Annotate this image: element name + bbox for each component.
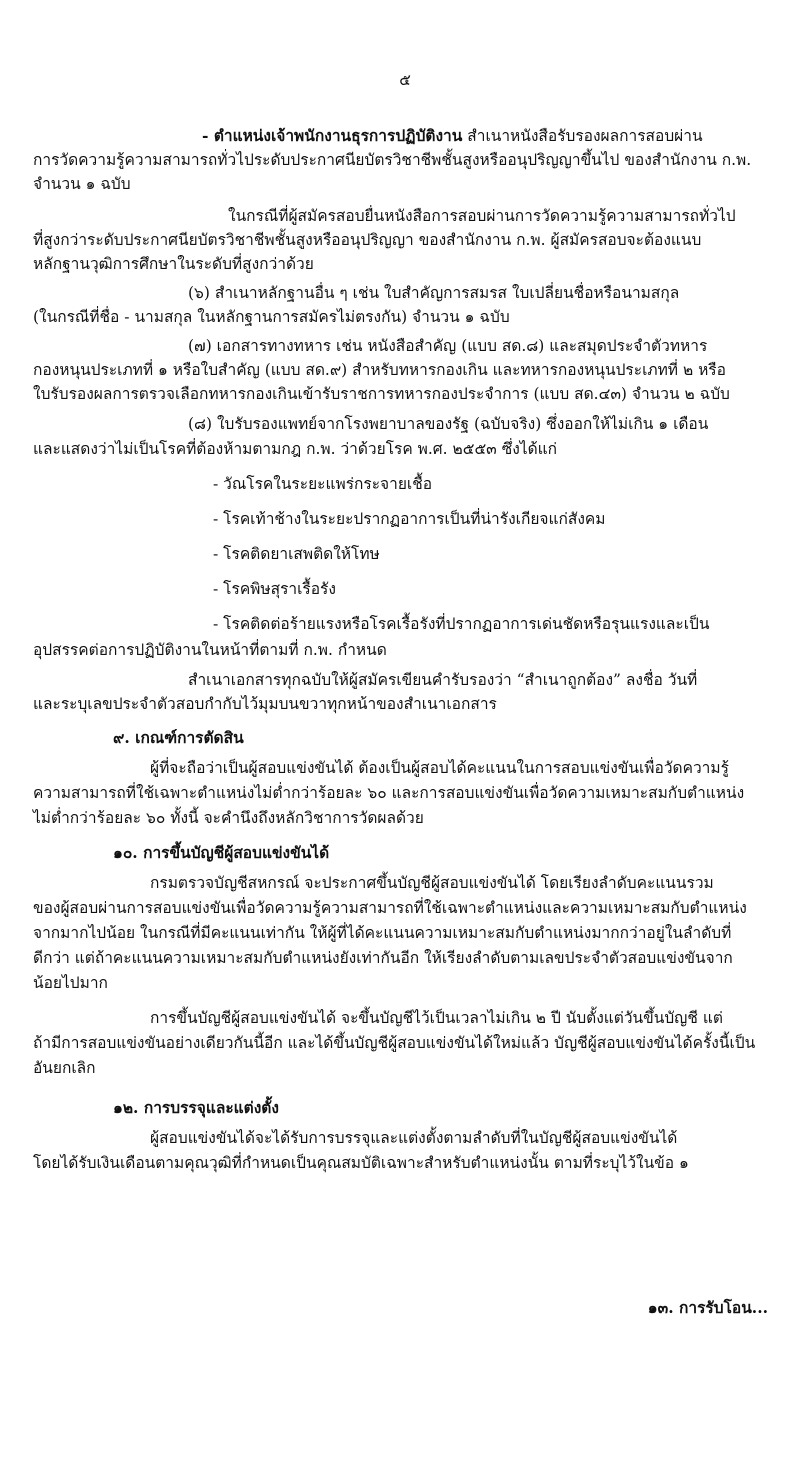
disease-item: - โรคพิษสุราเรื้อรัง	[213, 580, 336, 598]
item-7-line-1: (๗) เอกสารทางทหาร เช่น หนังสือสำคัญ (แบบ สด.๘) และสมุดประจำตัวทหาร	[188, 337, 708, 355]
section-10-p1-line: ดีกว่า แต่ถ้าคะแนนความเหมาะสมกับตำแหน่งยังเท่ากันอีก ให้เรียงลำดับตามเลขประจำตัวสอบแข่งขันจาก	[33, 949, 733, 967]
section-9-line-2: ความสามารถที่ใช้เฉพาะตำแหน่งไม่ต่ำกว่าร้อยละ ๖๐ และการสอบแข่งขันเพื่อวัดความเหมาะสมกับตำแหน่ง	[33, 784, 745, 802]
staff-note-line-2: ที่สูงกว่าระดับประกาศนียบัตรวิชาชีพชั้นสูงหรืออนุปริญญา ของสำนักงาน ก.พ. ผู้สมัครสอบจะต้องแนบ	[33, 231, 702, 249]
section-12-line-1: ผู้สอบแข่งขันได้จะได้รับการบรรจุและแต่งตั้งตามลำดับที่ในบัญชีผู้สอบแข่งขันได้	[150, 1129, 678, 1147]
staff-paragraph-line-1	[202, 126, 703, 146]
section-9-line-1: ผู้ที่จะถือว่าเป็นผู้สอบแข่งขันได้ ต้องเป็นผู้สอบได้คะแนนในการสอบแข่งขันเพื่อวัดความรู้	[150, 759, 729, 777]
staff-paragraph-line-3: จำนวน ๑ ฉบับ	[33, 175, 131, 193]
section-10-p1-line: ของผู้สอบผ่านการสอบแข่งขันเพื่อวัดความรู้ความสามารถที่ใช้เฉพาะตำแหน่งและความเหมาะสมกับตำแหน่ง	[33, 899, 747, 917]
staff-note-line-1: ในกรณีที่ผู้สมัครสอบยื่นหนังสือการสอบผ่านการวัดความรู้ความสามารถทั่วไป	[228, 207, 736, 225]
item-8-line-2: และแสดงว่าไม่เป็นโรคที่ต้องห้ามตามกฎ ก.พ. ว่าด้วยโรค พ.ศ. ๒๕๕๓ ซึ่งได้แก่	[33, 440, 558, 458]
section-10-p1-line: น้อยไปมาก	[33, 974, 108, 992]
section-10-p1-line: กรมตรวจบัญชีสหกรณ์ จะประกาศขึ้นบัญชีผู้สอบแข่งขันได้ โดยเรียงลำดับคะแนนรวม	[150, 874, 714, 892]
disease-item: - โรคเท้าช้างในระยะปรากฏอาการเป็นที่น่ารังเกียจแก่สังคม	[213, 510, 606, 528]
section-9-line-3: ไม่ต่ำกว่าร้อยละ ๖๐ ทั้งนี้ จะคำนึงถึงหลักวิชาการวัดผลด้วย	[33, 809, 424, 827]
section-12-heading: ๑๒. การบรรจุและแต่งตั้ง	[113, 1098, 279, 1117]
item-6-line-1: (๖) สำเนาหลักฐานอื่น ๆ เช่น ใบสำคัญการสมรส ใบเปลี่ยนชื่อหรือนามสกุล	[188, 284, 680, 302]
certify-line-1: สำเนาเอกสารทุกฉบับให้ผู้สมัครเขียนคำรับรองว่า “สำเนาถูกต้อง” ลงชื่อ วันที่	[188, 671, 698, 689]
item-7-line-2: กองหนุนประเภทที่ ๑ หรือใบสำคัญ (แบบ สด.๙) สำหรับทหารกองเกิน และทหารกองหนุนประเภทที่ ๒ หรือ	[33, 361, 726, 379]
section-12-line-2: โดยได้รับเงินเดือนตามคุณวุฒิที่กำหนดเป็นคุณสมบัติเฉพาะสำหรับตำแหน่งนั้น ตามที่ระบุไว้ในข้อ ๑	[33, 1154, 689, 1172]
staff-line-1-rest: สำเนาหนังสือรับรองผลการสอบผ่าน	[467, 127, 703, 145]
certify-line-2: และระบุเลขประจำตัวสอบกำกับไว้มุมบนขวาทุกหน้าของสำเนาเอกสาร	[33, 695, 497, 713]
next-page-catchword: ๑๓. การรับโอน...	[647, 1298, 768, 1317]
disease-item: - วัณโรคในระยะแพร่กระจายเชื้อ	[213, 475, 433, 493]
staff-position-title: - ตำแหน่งเจ้าพนักงานธุรการปฏิบัติงาน	[202, 126, 463, 145]
item-8-line-1: (๘) ใบรับรองแพทย์จากโรงพยาบาลของรัฐ (ฉบับจริง) ซึ่งออกให้ไม่เกิน ๑ เดือน	[188, 415, 709, 433]
item-7-line-3: ใบรับรองผลการตรวจเลือกทหารกองเกินเข้ารับราชการทหารกองประจำการ (แบบ สด.๔๓) จำนวน ๒ ฉบับ	[33, 385, 730, 403]
section-10-heading: ๑๐. การขึ้นบัญชีผู้สอบแข่งขันได้	[113, 843, 330, 862]
staff-note-line-3: หลักฐานวุฒิการศึกษาในระดับที่สูงกว่าด้วย	[33, 255, 314, 273]
disease-item-continuation: อุปสรรคต่อการปฏิบัติงานในหน้าที่ตามที่ ก.พ. กำหนด	[33, 641, 387, 659]
page-number: ๕	[399, 71, 411, 89]
item-6-line-2: (ในกรณีที่ชื่อ - นามสกุล ในหลักฐานการสมัครไม่ตรงกัน) จำนวน ๑ ฉบับ	[33, 308, 510, 326]
section-10-p1-line: จากมากไปน้อย ในกรณีที่มีคะแนนเท่ากัน ให้ผู้ที่ได้คะแนนความเหมาะสมกับตำแหน่งมากกว่าอยู่ในลำดับที่	[33, 924, 732, 942]
section-10-p2-line: ถ้ามีการสอบแข่งขันอย่างเดียวกันนี้อีก และได้ขึ้นบัญชีผู้สอบแข่งขันได้ใหม่แล้ว บัญชีผู้สอบแข่งขันได้ครั้งนี้เป็น	[33, 1034, 756, 1052]
disease-item: - โรคติดต่อร้ายแรงหรือโรคเรื้อรังที่ปรากฏอาการเด่นชัดหรือรุนแรงและเป็น	[213, 615, 710, 633]
staff-paragraph-line-2: การวัดความรู้ความสามารถทั่วไประดับประกาศนียบัตรวิชาชีพชั้นสูงหรืออนุปริญญาขึ้นไป ของสำนักงาน ก.พ.	[33, 151, 752, 169]
disease-item: - โรคติดยาเสพติดให้โทษ	[213, 545, 380, 563]
section-9-heading: ๙. เกณฑ์การตัดสิน	[113, 728, 244, 747]
section-10-p2-line: การขึ้นบัญชีผู้สอบแข่งขันได้ จะขึ้นบัญชีไว้เป็นเวลาไม่เกิน ๒ ปี นับตั้งแต่วันขึ้นบัญชี แต่	[150, 1009, 723, 1027]
section-10-p2-line: อันยกเลิก	[33, 1059, 96, 1077]
